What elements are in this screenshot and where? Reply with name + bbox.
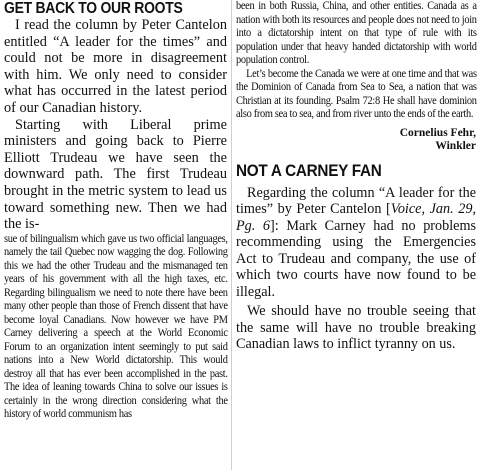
- closing-paragraph: Let’s become the Canada we were at one time and that was the Dominion of Canada from Sea to Sea, a nation that was Christian at its founding. Psalm 72:8 He shall have dominion also from sea to sea, and from river unto the ends of the earth.: [236, 67, 477, 120]
- paragraph-2: We should have no trouble seeing that the same will have no trouble breaking Canadian laws to inflict tyranny on us.: [236, 303, 476, 352]
- column-divider: [231, 0, 232, 470]
- continued-paragraph: been in both Russia, China, and other entities. Canada as a nation with both its resources and people does not need to join into a dictatorship intent on that type of rule with its population under that heavy handed dictatorship with world population control.: [236, 0, 477, 66]
- article-body: [236, 185, 476, 353]
- headline-get-back-to-our-roots: GET BACK TO OUR ROOTS: [4, 0, 183, 17]
- paragraph-1: [236, 185, 476, 301]
- paragraph-2-small-type: sue of bilingualism which gave us two official languages, namely the tail Quebec now wagging the dog. Following this we had the other Trudeau and the mismanaged ten years of his government with all the high taxes, etc. Regarding bilingualism we need to note there have been many other people than those of French dissent that have become loyal Canadians. Now however we have PM Carney delivering a speech at the World Economic Forum to an organization intent seemingly to put said nations into a New World dictatorship. This would destroy all that has ever been accomplished in the past. The idea of leaning towards China to solve our issues is certainly in the wrong direction considering what the history of world communism has: [4, 232, 228, 421]
- signature-place: Winkler: [435, 140, 476, 152]
- citation-reference: Voice, Jan. 29, Pg. 6: [236, 201, 476, 234]
- right-column: [236, 0, 476, 353]
- paragraph-2-large-type: Starting with Liberal prime ministers and going back to Pierre Elliott Trudeau we have seen the downward path. The first Trudeau brought in the metric system to lead us toward something new. Then we had the is-: [4, 116, 227, 233]
- paragraph-1-start: Regarding the column “A leader for the times” by Peter Cantelon [: [236, 184, 476, 217]
- left-column: [4, 0, 227, 422]
- paragraph-1: I read the column by Peter Cantelon entitled “A leader for the times” and could not be more in disagreement with him. We only need to consider what has occurred in the latest period of our Canadian history.: [4, 17, 227, 116]
- signature-name: Cornelius Fehr,: [399, 126, 476, 139]
- paragraph-1-end: ]: Mark Carney had no problems recommending using the Emergencies Act to Trudeau and company, the use of which two courts have now found to be illegal.: [236, 217, 476, 300]
- letter-signature: [236, 127, 476, 154]
- headline-not-a-carney-fan: NOT A CARNEY FAN: [236, 160, 382, 180]
